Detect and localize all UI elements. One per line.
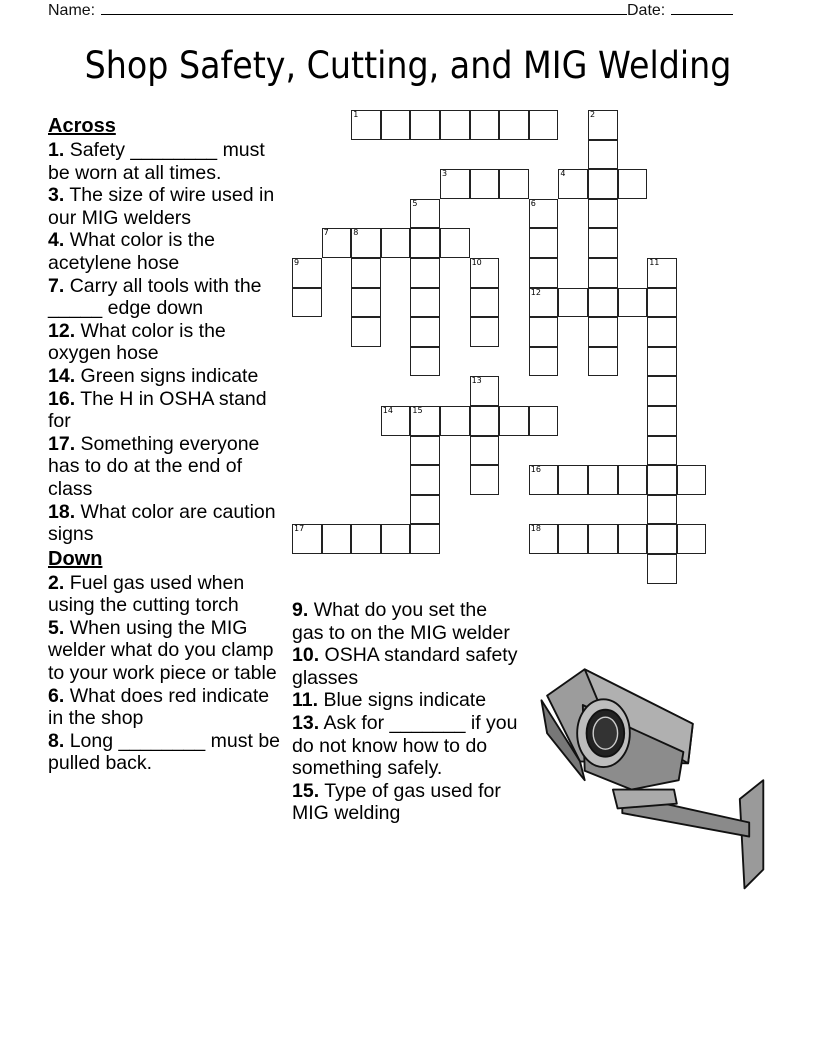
grid-cell[interactable] <box>470 258 500 288</box>
grid-cell[interactable] <box>647 376 677 406</box>
grid-cell[interactable] <box>647 554 677 584</box>
grid-cell[interactable] <box>499 406 529 436</box>
grid-cell[interactable] <box>618 465 648 495</box>
down-clues-continued <box>292 599 522 825</box>
grid-cell[interactable] <box>588 110 618 140</box>
clue-number: 10. <box>292 644 320 667</box>
clue-text: What does red indicate in the shop <box>48 684 270 730</box>
clue-text: Carry all tools with the _____ edge down <box>48 274 262 320</box>
cell-number: 11 <box>649 258 660 267</box>
clue-text: Green signs indicate <box>80 364 259 387</box>
clue-number: 6. <box>48 684 65 707</box>
name-line[interactable] <box>101 0 627 15</box>
grid-cell[interactable] <box>410 436 440 466</box>
grid-cell[interactable] <box>529 110 559 140</box>
grid-cell[interactable] <box>647 317 677 347</box>
cell-number: 9 <box>294 258 300 267</box>
cell-number: 8 <box>353 228 359 238</box>
clue-item <box>48 184 284 229</box>
clue-number: 9. <box>292 599 309 621</box>
grid-cell[interactable] <box>410 465 440 495</box>
grid-cell[interactable] <box>351 228 381 258</box>
clue-item <box>48 617 284 685</box>
clue-number: 4. <box>48 229 65 252</box>
grid-cell[interactable] <box>529 406 559 436</box>
cell-number: 1 <box>353 110 359 119</box>
clue-number: 17. <box>48 432 76 455</box>
grid-cell[interactable] <box>470 288 500 318</box>
clue-text: The H in OSHA stand for <box>48 387 267 433</box>
cell-number: 15 <box>412 406 423 415</box>
grid-cell[interactable] <box>351 110 381 140</box>
clue-item <box>292 644 522 689</box>
grid-cell[interactable] <box>647 495 677 525</box>
grid-cell[interactable] <box>410 524 440 554</box>
clue-text: Fuel gas used when using the cutting torch <box>48 571 245 617</box>
clue-item <box>292 599 522 644</box>
grid-cell[interactable] <box>351 258 381 288</box>
clue-item <box>48 139 284 184</box>
clue-text: Ask for _______ if you do not know how to do something safely. <box>292 711 518 780</box>
grid-cell[interactable] <box>470 110 500 140</box>
grid-cell[interactable] <box>440 406 470 436</box>
clue-number: 15. <box>292 779 320 802</box>
clue-item <box>292 689 522 712</box>
date-field[interactable] <box>627 0 733 20</box>
down-heading: Down <box>48 547 103 570</box>
clue-number: 2. <box>48 571 65 594</box>
grid-cell[interactable] <box>558 465 588 495</box>
grid-cell[interactable] <box>647 288 677 318</box>
grid-cell[interactable] <box>410 199 440 229</box>
down-clues <box>48 572 284 775</box>
grid-cell[interactable] <box>381 228 411 258</box>
grid-cell[interactable] <box>440 169 470 199</box>
clue-item <box>48 365 284 388</box>
grid-cell[interactable] <box>588 288 618 318</box>
grid-cell[interactable] <box>470 317 500 347</box>
grid-cell[interactable] <box>588 228 618 258</box>
grid-cell[interactable] <box>529 258 559 288</box>
clue-text: The size of wire used in our MIG welders <box>48 184 275 229</box>
grid-cell[interactable] <box>647 258 677 288</box>
grid-cell[interactable] <box>588 317 618 347</box>
grid-cell[interactable] <box>381 110 411 140</box>
clue-item <box>48 730 284 775</box>
across-heading: Across <box>48 115 116 137</box>
grid-cell[interactable] <box>647 436 677 466</box>
clue-item <box>48 685 284 730</box>
grid-cell[interactable] <box>440 110 470 140</box>
clue-item <box>48 320 284 365</box>
grid-cell[interactable] <box>618 288 648 318</box>
clue-text: What do you set the gas to on the MIG welder <box>292 599 510 644</box>
name-field[interactable] <box>48 0 627 20</box>
cell-number: 4 <box>560 169 566 179</box>
grid-cell[interactable] <box>529 228 559 258</box>
cell-number: 14 <box>382 406 393 415</box>
cell-number: 16 <box>530 465 541 475</box>
grid-cell[interactable] <box>588 465 618 495</box>
clue-text: When using the MIG welder what do you clamp to your work piece or table <box>48 616 277 685</box>
clue-item <box>292 780 522 825</box>
cell-number: 7 <box>323 228 329 238</box>
clue-number: 12. <box>48 319 76 342</box>
clue-text: Safety ________ must be worn at all times. <box>48 139 265 184</box>
cell-number: 17 <box>294 524 305 534</box>
grid-cell[interactable] <box>351 317 381 347</box>
grid-cell[interactable] <box>677 465 707 495</box>
name-label: Name: <box>48 2 96 19</box>
cell-number: 13 <box>471 376 482 386</box>
clue-number: 8. <box>48 729 65 752</box>
grid-cell[interactable] <box>410 288 440 318</box>
grid-cell[interactable] <box>588 169 618 199</box>
clue-item <box>48 388 284 433</box>
clue-number: 14. <box>48 364 76 387</box>
grid-cell[interactable] <box>410 495 440 525</box>
grid-cell[interactable] <box>322 228 352 258</box>
clues-right-column <box>292 599 522 825</box>
cell-number: 5 <box>412 198 418 208</box>
clue-item <box>48 572 284 617</box>
clue-number: 7. <box>48 274 65 297</box>
grid-cell[interactable] <box>588 199 618 229</box>
grid-cell[interactable] <box>588 347 618 377</box>
clues-left-column <box>48 113 284 775</box>
grid-cell[interactable] <box>470 436 500 466</box>
clue-text: Something everyone has to do at the end of class <box>48 432 260 500</box>
clue-item <box>48 229 284 274</box>
clue-text: Blue signs indicate <box>323 689 487 712</box>
grid-cell[interactable] <box>588 140 618 170</box>
grid-cell[interactable] <box>410 406 440 436</box>
grid-cell[interactable] <box>470 169 500 199</box>
grid-cell[interactable] <box>529 317 559 347</box>
clue-text: Type of gas used for MIG welding <box>292 779 501 825</box>
grid-cell[interactable] <box>588 258 618 288</box>
grid-cell[interactable] <box>618 169 648 199</box>
clue-number: 5. <box>48 616 65 639</box>
cell-number: 2 <box>590 110 596 119</box>
grid-cell[interactable] <box>410 228 440 258</box>
across-clues <box>48 139 284 546</box>
clue-item <box>48 501 284 546</box>
grid-cell[interactable] <box>618 524 648 554</box>
clue-item <box>292 712 522 780</box>
clue-number: 3. <box>48 184 65 207</box>
grid-cell[interactable] <box>410 110 440 140</box>
grid-cell[interactable] <box>292 258 322 288</box>
grid-cell[interactable] <box>470 376 500 406</box>
clue-number: 1. <box>48 139 65 161</box>
grid-cell[interactable] <box>588 524 618 554</box>
grid-cell[interactable] <box>558 169 588 199</box>
grid-cell[interactable] <box>677 524 707 554</box>
grid-cell[interactable] <box>529 288 559 318</box>
page-title: Shop Safety, Cutting, and MIG Welding <box>84 44 732 87</box>
grid-cell[interactable] <box>647 465 677 495</box>
clue-text: Long ________ must be pulled back. <box>48 729 281 775</box>
grid-cell[interactable] <box>647 347 677 377</box>
clue-item <box>48 433 284 501</box>
grid-cell[interactable] <box>647 406 677 436</box>
grid-cell[interactable] <box>322 524 352 554</box>
grid-cell[interactable] <box>351 288 381 318</box>
grid-cell[interactable] <box>470 406 500 436</box>
grid-cell[interactable] <box>558 524 588 554</box>
grid-cell[interactable] <box>529 465 559 495</box>
cell-number: 6 <box>530 198 536 208</box>
grid-cell[interactable] <box>470 465 500 495</box>
grid-cell[interactable] <box>381 406 411 436</box>
grid-cell[interactable] <box>558 288 588 318</box>
grid-cell[interactable] <box>499 169 529 199</box>
grid-cell[interactable] <box>410 347 440 377</box>
security-camera-illustration <box>528 658 773 893</box>
date-label: Date: <box>627 2 666 19</box>
grid-cell[interactable] <box>529 347 559 377</box>
date-line[interactable] <box>671 0 733 15</box>
grid-cell[interactable] <box>381 524 411 554</box>
grid-cell[interactable] <box>440 228 470 258</box>
cell-number: 12 <box>530 287 541 297</box>
grid-cell[interactable] <box>292 524 322 554</box>
grid-cell[interactable] <box>410 258 440 288</box>
clue-item <box>48 275 284 320</box>
clue-number: 18. <box>48 500 76 523</box>
clue-number: 13. <box>292 711 320 734</box>
clue-text: What color is the oxygen hose <box>48 319 226 365</box>
clue-text: What color is the acetylene hose <box>48 229 215 274</box>
clue-text: What color are caution signs <box>48 500 276 546</box>
grid-cell[interactable] <box>410 317 440 347</box>
cell-number: 3 <box>442 169 448 179</box>
grid-cell[interactable] <box>647 524 677 554</box>
clue-number: 11. <box>292 689 319 712</box>
clue-text: OSHA standard safety glasses <box>292 644 518 689</box>
grid-cell[interactable] <box>499 110 529 140</box>
grid-cell[interactable] <box>529 199 559 229</box>
cell-number: 18 <box>530 524 541 534</box>
grid-cell[interactable] <box>292 288 322 318</box>
clue-number: 16. <box>48 387 76 410</box>
grid-cell[interactable] <box>351 524 381 554</box>
grid-cell[interactable] <box>529 524 559 554</box>
cell-number: 10 <box>471 258 482 267</box>
